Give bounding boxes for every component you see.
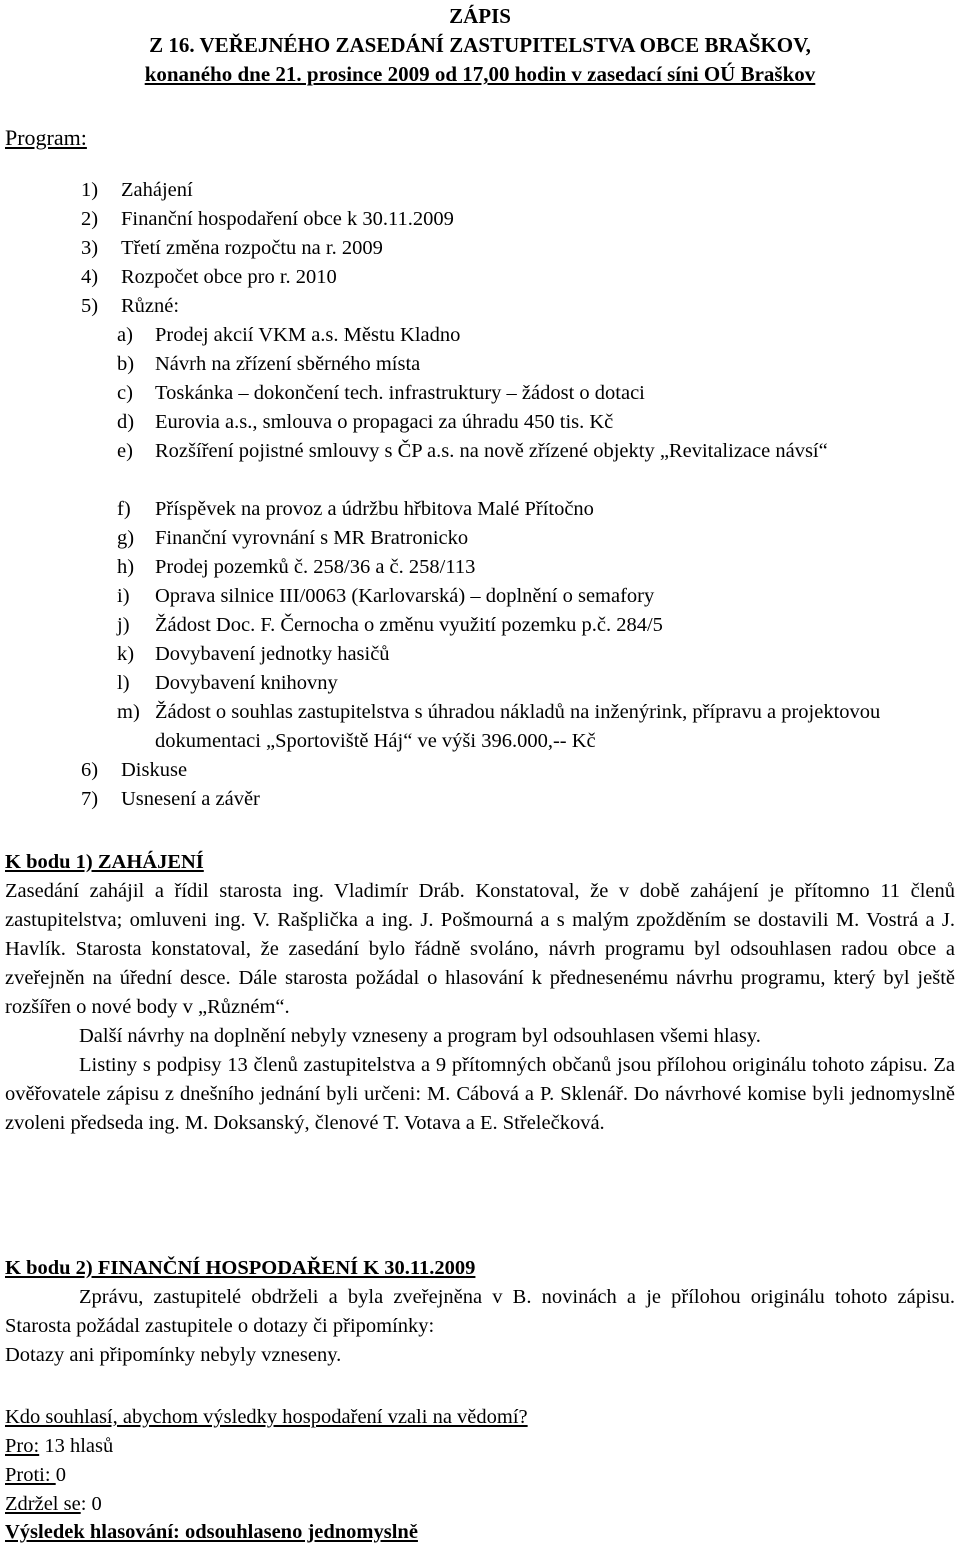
subitem-text: Žádost o souhlas zastupitelstva s úhradou nákladů na inženýrink, přípravu a projektovou dokumentaci „Sportoviště Háj“ ve výši 396.000,-- Kč (155, 701, 881, 752)
item-text: Různé: (121, 295, 180, 317)
item-number: 7) (81, 788, 99, 810)
subitem-text: Eurovia a.s., smlouva o propagaci za úhradu 450 tis. Kč (155, 411, 614, 433)
subitem-text: Příspěvek na provoz a údržbu hřbitova Malé Přítočno (155, 498, 594, 520)
section1-paragraph: Další návrhy na doplnění nebyly vzneseny a program byl odsouhlasen všemi hlasy. (79, 1025, 761, 1047)
vote-proti-value: 0 (55, 1464, 66, 1486)
section1-heading: K bodu 1) ZAHÁJENÍ (5, 851, 204, 873)
section2-body (5, 1283, 955, 1370)
subitem-text: Dovybavení knihovny (155, 672, 338, 694)
item-text: Zahájení (121, 179, 193, 201)
item-text: Rozpočet obce pro r. 2010 (121, 266, 337, 288)
vote-zdrzel-value: : 0 (80, 1493, 102, 1515)
section2-paragraph: Zprávu, zastupitelé obdrželi a byla zveřejněna v B. novinách a je přílohou originálu tohoto zápisu. Starosta požádal zastupitele o dotazy či připomínky: (5, 1286, 955, 1337)
subitem-letter: h) (117, 556, 135, 578)
vote-result: Výsledek hlasování: odsouhlaseno jednomyslně (5, 1521, 418, 1543)
subitem-text: Prodej pozemků č. 258/36 a č. 258/113 (155, 556, 476, 578)
section2-paragraph: Dotazy ani připomínky nebyly vzneseny. (5, 1344, 342, 1366)
subitem-letter: l) (117, 672, 130, 694)
section1-paragraph: Listiny s podpisy 13 členů zastupitelstva a 9 přítomných občanů jsou přílohou originálu tohoto zápisu. Za ověřovatele zápisu z dnešního jednání byli určeni: M. Cábová a P. Sklenář. Do návrhové komise byli jednomyslně zvoleni předseda ing. M. Doksanský, členové T. Votava a E. Střelečková. (5, 1054, 955, 1134)
subitem-text: Návrh na zřízení sběrného místa (155, 353, 421, 375)
vote-zdrzel-label: Zdržel se (5, 1493, 81, 1515)
subitem-letter: c) (117, 382, 133, 404)
vote-question: Kdo souhlasí, abychom výsledky hospodaření vzali na vědomí? (5, 1406, 528, 1428)
subitem-letter: i) (117, 585, 130, 607)
subitem-text: Oprava silnice III/0063 (Karlovarská) – doplnění o semafory (155, 585, 655, 607)
subitem-letter: g) (117, 527, 135, 549)
vote-pro-value: 13 hlasů (39, 1435, 114, 1457)
item-number: 3) (81, 237, 99, 259)
item-text: Třetí změna rozpočtu na r. 2009 (121, 237, 383, 259)
item-number: 5) (81, 295, 99, 317)
program-label: Program: (5, 125, 87, 150)
vote-proti-label: Proti: (5, 1464, 56, 1486)
section1-body (5, 877, 955, 1138)
item-text: Diskuse (121, 759, 188, 781)
item-text: Usnesení a závěr (121, 788, 260, 810)
header-subtitle: Z 16. VEŘEJNÉHO ZASEDÁNÍ ZASTUPITELSTVA OBCE BRAŠKOV, (149, 33, 811, 57)
header-title: ZÁPIS (449, 4, 511, 28)
subitem-letter: e) (117, 440, 133, 462)
subitem-letter: k) (117, 643, 135, 665)
subitem-text: Toskánka – dokončení tech. infrastruktury – žádost o dotaci (155, 382, 645, 404)
vote-pro (5, 1432, 113, 1461)
subitem-letter: b) (117, 353, 135, 375)
subitem-text: Prodej akcií VKM a.s. Městu Kladno (155, 324, 461, 346)
subitem-letter: f) (117, 498, 131, 520)
item-number: 2) (81, 208, 99, 230)
header-meeting-date: konaného dne 21. prosince 2009 od 17,00 hodin v zasedací síni OÚ Braškov (144, 62, 816, 86)
section1-paragraph: Zasedání zahájil a řídil starosta ing. Vladimír Dráb. Konstatoval, že v době zahájení je přítomno 11 členů zastupitelstva; omluveni ing. V. Rašplička a ing. J. Pošmourná a s malým zpožděním se dostavili M. Vostrá a J. Havlík. Starosta konstatoval, že zasedání bylo řádně svoláno, návrh programu byl odsouhlasen radou obce a zveřejněn na úřední desce. Dále starosta požádal o hlasování k přednesenému návrhu programu, který byl ještě rozšířen o nové body v „Různém“. (5, 880, 955, 1018)
subitem-letter: a) (117, 324, 133, 346)
subitem-text: Dovybavení jednotky hasičů (155, 643, 390, 665)
subitem-text: Finanční vyrovnání s MR Bratronicko (155, 527, 469, 549)
vote-zdrzel (5, 1490, 102, 1519)
subitem-letter: m) (117, 701, 140, 723)
subitem-text: Žádost Doc. F. Černocha o změnu využití pozemku p.č. 284/5 (155, 614, 663, 636)
item-number: 1) (81, 179, 99, 201)
vote-pro-label: Pro: (5, 1435, 40, 1457)
item-number: 4) (81, 266, 99, 288)
subitem-letter: j) (117, 614, 130, 636)
item-number: 6) (81, 759, 99, 781)
section2-heading: K bodu 2) FINANČNÍ HOSPODAŘENÍ K 30.11.2009 (5, 1257, 476, 1279)
item-text: Finanční hospodaření obce k 30.11.2009 (121, 208, 454, 230)
vote-proti (5, 1461, 66, 1490)
subitem-text: Rozšíření pojistné smlouvy s ČP a.s. na nově zřízené objekty „Revitalizace návsí“ (155, 440, 828, 462)
subitem-letter: d) (117, 411, 135, 433)
